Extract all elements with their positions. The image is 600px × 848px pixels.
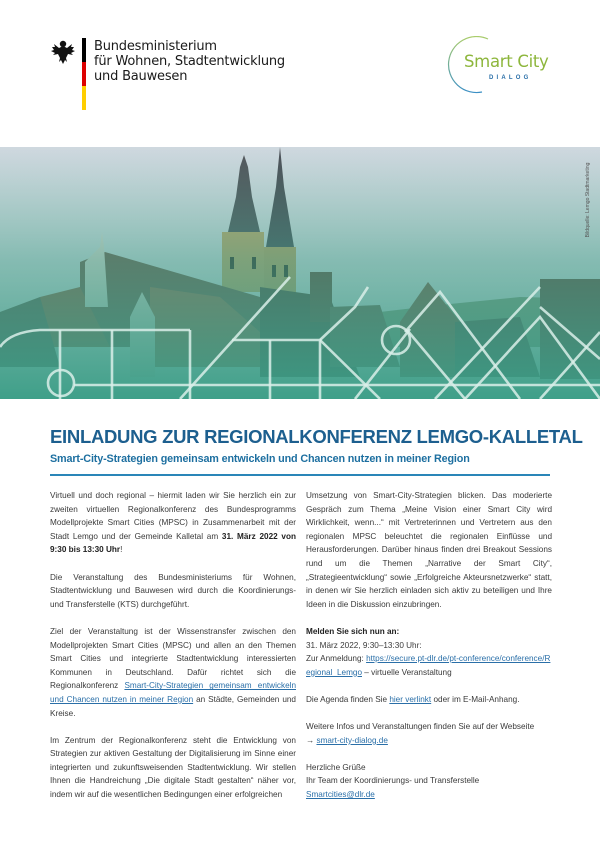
registration-block: Melden Sie sich nun an: 31. März 2022, 9:30–13:30 Uhr: Zur Anmeldung: https://secure.pt-dlr.de/pt-conference/conference/Regional_Lemgo – virtuelle Veranstaltung xyxy=(306,626,551,677)
registration-date: 31. März 2022, 9:30–13:30 Uhr: xyxy=(306,640,422,650)
focus-paragraph: Im Zentrum der Regionalkonferenz steht die Entwicklung von Strategien zur aktiven Gestaltung der Digitalisierung im Sinne einer integrierten und zukunftsweisenden Stadtentwicklung. Wir stellen Ihnen die Handreichung „Die digitale Stadt gestalten“ näher vor, indem wir auf die wesentlichen Bedingungen einer erfolgreichen xyxy=(50,735,296,800)
flag-bar xyxy=(82,38,86,110)
page-subtitle: Smart-City-Strategien gemeinsam entwickeln und Chancen nutzen in meiner Region xyxy=(50,453,470,465)
right-column xyxy=(306,489,552,802)
hero-image xyxy=(0,147,600,399)
ministry-name: Bundesministerium für Wohnen, Stadtentwicklung und Bauwesen xyxy=(94,39,285,84)
federal-eagle-icon xyxy=(50,38,76,66)
lemgo-skyline-illustration xyxy=(0,147,600,399)
agenda-link[interactable]: hier verlinkt xyxy=(389,694,432,704)
sessions-paragraph: Umsetzung von Smart-City-Strategien blicken. Das moderierte Gespräch zum Thema „Meine Vision einer Smart City wird Wirklichkeit, wenn...“ mit Vertreterinnen und Vertretern aus den regionalen MPSC beleuchtet die regionalen Einflüsse und Herausforderungen. Darüber hinaus finden drei Breakout Sessions rund um die Themen „Narrative der Smart City“, „Strategieentwicklung“ sowie „Erfolgreiche Akteursnetzwerke“ statt, in denen wir Sie herzlich einladen sich aktiv zu beteiligen und Ihre Ideen in die Diskussion einzubringen. xyxy=(306,491,552,609)
greeting: Herzliche Grüße xyxy=(306,762,366,772)
organizer-paragraph: Die Veranstaltung des Bundesministeriums für Wohnen, Stadtentwicklung und Bauwesen wird durch die Koordinierungs- und Transferstelle (KTS) durchgeführt. xyxy=(50,572,296,609)
arrow-right-icon: → xyxy=(306,735,315,745)
website-link[interactable]: smart-city-dialog.de xyxy=(316,735,388,745)
email-link[interactable]: Smartcities@dlr.de xyxy=(306,790,375,800)
intro-paragraph: Virtuell und doch regional – hiermit laden wir Sie herzlich ein zur zweiten virtuellen Regionalkonferenz des Bundesprogramms Modellprojekte Smart Cities (MPSC) in Zusammenarbeit mit der Stadt Lemgo und der Gemeinde Kalletal am 31. März 2022 von 9:30 bis 13:30 Uhr! xyxy=(50,491,296,555)
smart-city-dialog-logo: Smart City DIALOG xyxy=(446,36,566,94)
team-signature: Ihr Team der Koordinierungs- und Transferstelle xyxy=(306,776,480,786)
goal-paragraph: Ziel der Veranstaltung ist der Wissenstransfer zwischen den Modellprojekten Smart Cities (MPSC) und allen an den Themen Smart Cities und integrierte Stadtentwicklung interessierten Kommunen in Deutschland. Dafür richtet sich die Regionalkonferenz Smart-City-Strategien gemeinsam entwickeln und Chancen nutzen in meiner Region an Städte, Gemeinden und Kreise. xyxy=(50,626,296,718)
title-divider xyxy=(50,474,550,476)
registration-link[interactable]: https://secure.pt-dlr.de/pt-conference/conference/Regional_Lemgo xyxy=(306,654,551,677)
event-date: 31. März 2022 von 9:30 bis 13:30 Uhr xyxy=(50,531,296,555)
agenda-paragraph: Die Agenda finden Sie hier verlinkt oder im E-Mail-Anhang. xyxy=(306,694,520,704)
registration-heading: Melden Sie sich nun an: xyxy=(306,626,400,636)
ministry-logo xyxy=(50,38,285,110)
conference-link[interactable]: Smart-City-Strategien gemeinsam entwickeln und Chancen nutzen in meiner Region xyxy=(50,681,296,704)
left-column xyxy=(50,489,296,815)
image-credit: Bildquelle: Lemgo Stadtmarketing xyxy=(585,162,591,238)
signature-block xyxy=(306,761,552,802)
more-info-paragraph: Weitere Infos und Veranstaltungen finden Sie auf der Webseite → smart-city-dialog.de xyxy=(306,722,535,745)
page-title: EINLADUNG ZUR REGIONALKONFERENZ LEMGO-KALLETAL xyxy=(50,426,583,447)
